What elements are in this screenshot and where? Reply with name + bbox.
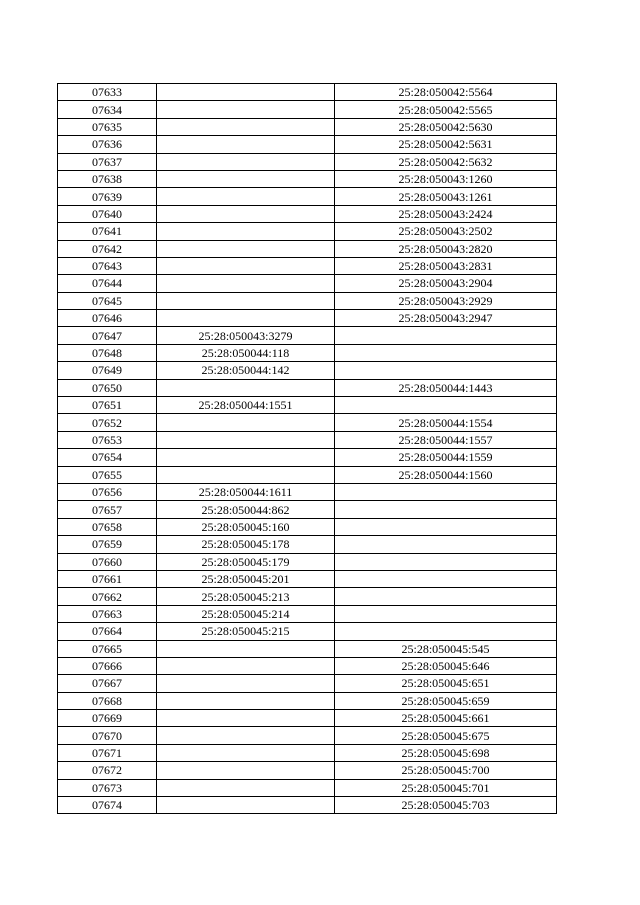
- cadastral-number-cell-b: [335, 362, 557, 379]
- row-number-cell: 07637: [58, 153, 157, 170]
- cadastral-number-cell-a: 25:28:050045:213: [157, 588, 335, 605]
- row-number-cell: 07664: [58, 623, 157, 640]
- row-number-cell: 07657: [58, 501, 157, 518]
- cadastral-number-cell-b: 25:28:050044:1557: [335, 431, 557, 448]
- cadastral-number-cell-a: [157, 136, 335, 153]
- cadastral-number-cell-a: 25:28:050045:201: [157, 570, 335, 587]
- cadastral-number-cell-a: [157, 779, 335, 796]
- cadastral-number-cell-b: 25:28:050043:2424: [335, 205, 557, 222]
- cadastral-number-cell-b: 25:28:050044:1560: [335, 466, 557, 483]
- row-number-cell: 07645: [58, 292, 157, 309]
- row-number-cell: 07633: [58, 84, 157, 101]
- row-number-cell: 07654: [58, 449, 157, 466]
- table-row: [58, 675, 557, 692]
- cadastral-number-cell-b: 25:28:050043:2904: [335, 275, 557, 292]
- table-row: [58, 536, 557, 553]
- cadastral-number-cell-a: [157, 118, 335, 135]
- cadastral-number-cell-a: [157, 379, 335, 396]
- row-number-cell: 07641: [58, 223, 157, 240]
- row-number-cell: 07642: [58, 240, 157, 257]
- table-row: [58, 744, 557, 761]
- table-row: [58, 466, 557, 483]
- row-number-cell: 07669: [58, 710, 157, 727]
- cadastral-number-cell-b: 25:28:050044:1554: [335, 414, 557, 431]
- cadastral-number-cell-b: [335, 605, 557, 622]
- table-row: [58, 710, 557, 727]
- row-number-cell: 07660: [58, 553, 157, 570]
- cadastral-number-cell-b: 25:28:050043:2947: [335, 310, 557, 327]
- row-number-cell: 07634: [58, 101, 157, 118]
- table-row: [58, 84, 557, 101]
- cadastral-number-cell-b: 25:28:050045:646: [335, 657, 557, 674]
- row-number-cell: 07647: [58, 327, 157, 344]
- cadastral-number-cell-b: [335, 483, 557, 500]
- table-row: [58, 657, 557, 674]
- cadastral-number-cell-b: 25:28:050045:675: [335, 727, 557, 744]
- row-number-cell: 07651: [58, 397, 157, 414]
- row-number-cell: 07638: [58, 170, 157, 187]
- cadastral-number-cell-a: [157, 762, 335, 779]
- table-row: [58, 205, 557, 222]
- table-row: [58, 762, 557, 779]
- table-row: [58, 362, 557, 379]
- cadastral-number-cell-b: 25:28:050045:661: [335, 710, 557, 727]
- cadastral-number-cell-b: 25:28:050043:1260: [335, 170, 557, 187]
- cadastral-number-cell-a: [157, 675, 335, 692]
- cadastral-number-cell-b: 25:28:050045:651: [335, 675, 557, 692]
- table-row: [58, 553, 557, 570]
- cadastral-number-cell-a: [157, 170, 335, 187]
- cadastral-number-cell-b: [335, 397, 557, 414]
- table-row: [58, 379, 557, 396]
- table-row: [58, 170, 557, 187]
- cadastral-number-cell-a: [157, 449, 335, 466]
- row-number-cell: 07671: [58, 744, 157, 761]
- cadastral-number-cell-b: [335, 623, 557, 640]
- cadastral-number-cell-a: [157, 414, 335, 431]
- cadastral-number-cell-b: 25:28:050045:701: [335, 779, 557, 796]
- cadastral-number-cell-a: [157, 727, 335, 744]
- cadastral-number-cell-b: 25:28:050042:5630: [335, 118, 557, 135]
- cadastral-number-cell-a: [157, 101, 335, 118]
- cadastral-number-cell-b: 25:28:050045:698: [335, 744, 557, 761]
- cadastral-number-cell-a: [157, 257, 335, 274]
- cadastral-number-cell-b: 25:28:050043:2831: [335, 257, 557, 274]
- table-row: [58, 397, 557, 414]
- cadastral-number-cell-a: 25:28:050044:118: [157, 344, 335, 361]
- cadastral-number-cell-a: [157, 640, 335, 657]
- cadastral-number-cell-a: 25:28:050043:3279: [157, 327, 335, 344]
- cadastral-number-cell-b: [335, 344, 557, 361]
- cadastral-number-cell-b: [335, 570, 557, 587]
- table-row: [58, 570, 557, 587]
- row-number-cell: 07652: [58, 414, 157, 431]
- cadastral-number-cell-b: 25:28:050045:700: [335, 762, 557, 779]
- row-number-cell: 07661: [58, 570, 157, 587]
- cadastral-number-cell-b: 25:28:050043:1261: [335, 188, 557, 205]
- table-body: [58, 84, 557, 814]
- row-number-cell: 07667: [58, 675, 157, 692]
- row-number-cell: 07662: [58, 588, 157, 605]
- cadastral-number-cell-b: [335, 501, 557, 518]
- cadastral-number-cell-a: [157, 205, 335, 222]
- table-row: [58, 188, 557, 205]
- row-number-cell: 07643: [58, 257, 157, 274]
- cadastral-number-cell-a: 25:28:050044:142: [157, 362, 335, 379]
- row-number-cell: 07653: [58, 431, 157, 448]
- cadastral-number-cell-a: [157, 275, 335, 292]
- table-row: [58, 449, 557, 466]
- row-number-cell: 07663: [58, 605, 157, 622]
- cadastral-number-cell-b: [335, 536, 557, 553]
- cadastral-number-cell-b: 25:28:050043:2502: [335, 223, 557, 240]
- cadastral-number-cell-a: [157, 223, 335, 240]
- table-row: [58, 257, 557, 274]
- cadastral-number-cell-b: 25:28:050043:2820: [335, 240, 557, 257]
- cadastral-number-cell-b: 25:28:050042:5632: [335, 153, 557, 170]
- row-number-cell: 07635: [58, 118, 157, 135]
- cadastral-number-cell-a: 25:28:050044:862: [157, 501, 335, 518]
- table-row: [58, 136, 557, 153]
- cadastral-number-cell-a: [157, 710, 335, 727]
- cadastral-number-cell-b: 25:28:050045:703: [335, 797, 557, 814]
- table-row: [58, 292, 557, 309]
- cadastral-number-cell-b: 25:28:050043:2929: [335, 292, 557, 309]
- cadastral-number-cell-a: [157, 153, 335, 170]
- table-row: [58, 344, 557, 361]
- row-number-cell: 07655: [58, 466, 157, 483]
- cadastral-number-cell-a: [157, 744, 335, 761]
- table-row: [58, 327, 557, 344]
- table-row: [58, 588, 557, 605]
- cadastral-number-cell-a: [157, 431, 335, 448]
- cadastral-number-cell-a: [157, 84, 335, 101]
- row-number-cell: 07648: [58, 344, 157, 361]
- table-row: [58, 640, 557, 657]
- cadastral-number-cell-b: 25:28:050042:5631: [335, 136, 557, 153]
- table-row: [58, 797, 557, 814]
- row-number-cell: 07673: [58, 779, 157, 796]
- cadastral-number-cell-a: [157, 310, 335, 327]
- row-number-cell: 07644: [58, 275, 157, 292]
- row-number-cell: 07650: [58, 379, 157, 396]
- table-row: [58, 275, 557, 292]
- table-row: [58, 431, 557, 448]
- cadastral-number-cell-b: 25:28:050042:5565: [335, 101, 557, 118]
- row-number-cell: 07658: [58, 518, 157, 535]
- cadastral-number-cell-b: 25:28:050044:1443: [335, 379, 557, 396]
- table-row: [58, 118, 557, 135]
- row-number-cell: 07666: [58, 657, 157, 674]
- row-number-cell: 07640: [58, 205, 157, 222]
- cadastral-number-cell-b: 25:28:050044:1559: [335, 449, 557, 466]
- row-number-cell: 07670: [58, 727, 157, 744]
- cadastral-number-cell-a: 25:28:050045:179: [157, 553, 335, 570]
- cadastral-number-cell-a: [157, 692, 335, 709]
- table-row: [58, 483, 557, 500]
- row-number-cell: 07656: [58, 483, 157, 500]
- cadastral-number-cell-a: [157, 797, 335, 814]
- cadastral-number-cell-b: [335, 588, 557, 605]
- row-number-cell: 07674: [58, 797, 157, 814]
- table-row: [58, 518, 557, 535]
- row-number-cell: 07659: [58, 536, 157, 553]
- row-number-cell: 07649: [58, 362, 157, 379]
- cadastral-number-cell-a: [157, 292, 335, 309]
- cadastral-number-cell-a: 25:28:050045:178: [157, 536, 335, 553]
- cadastral-number-cell-a: 25:28:050044:1611: [157, 483, 335, 500]
- table-row: [58, 501, 557, 518]
- cadastral-number-cell-a: 25:28:050045:215: [157, 623, 335, 640]
- cadastral-number-cell-b: [335, 327, 557, 344]
- cadastral-number-cell-b: [335, 518, 557, 535]
- table-row: [58, 727, 557, 744]
- cadastral-number-cell-a: [157, 657, 335, 674]
- table-row: [58, 101, 557, 118]
- row-number-cell: 07665: [58, 640, 157, 657]
- row-number-cell: 07636: [58, 136, 157, 153]
- row-number-cell: 07668: [58, 692, 157, 709]
- cadastral-number-cell-a: 25:28:050045:214: [157, 605, 335, 622]
- cadastral-number-cell-b: 25:28:050042:5564: [335, 84, 557, 101]
- cadastral-number-cell-a: [157, 240, 335, 257]
- table-row: [58, 605, 557, 622]
- row-number-cell: 07639: [58, 188, 157, 205]
- row-number-cell: 07646: [58, 310, 157, 327]
- cadastral-number-cell-a: 25:28:050044:1551: [157, 397, 335, 414]
- cadastral-number-cell-a: 25:28:050045:160: [157, 518, 335, 535]
- table-row: [58, 223, 557, 240]
- cadastral-number-table: [57, 83, 557, 814]
- cadastral-number-cell-b: 25:28:050045:545: [335, 640, 557, 657]
- table-row: [58, 414, 557, 431]
- cadastral-number-cell-b: [335, 553, 557, 570]
- table-row: [58, 692, 557, 709]
- table-row: [58, 779, 557, 796]
- cadastral-number-cell-b: 25:28:050045:659: [335, 692, 557, 709]
- table-row: [58, 240, 557, 257]
- table-row: [58, 310, 557, 327]
- table-row: [58, 623, 557, 640]
- row-number-cell: 07672: [58, 762, 157, 779]
- cadastral-number-cell-a: [157, 188, 335, 205]
- cadastral-number-cell-a: [157, 466, 335, 483]
- table-row: [58, 153, 557, 170]
